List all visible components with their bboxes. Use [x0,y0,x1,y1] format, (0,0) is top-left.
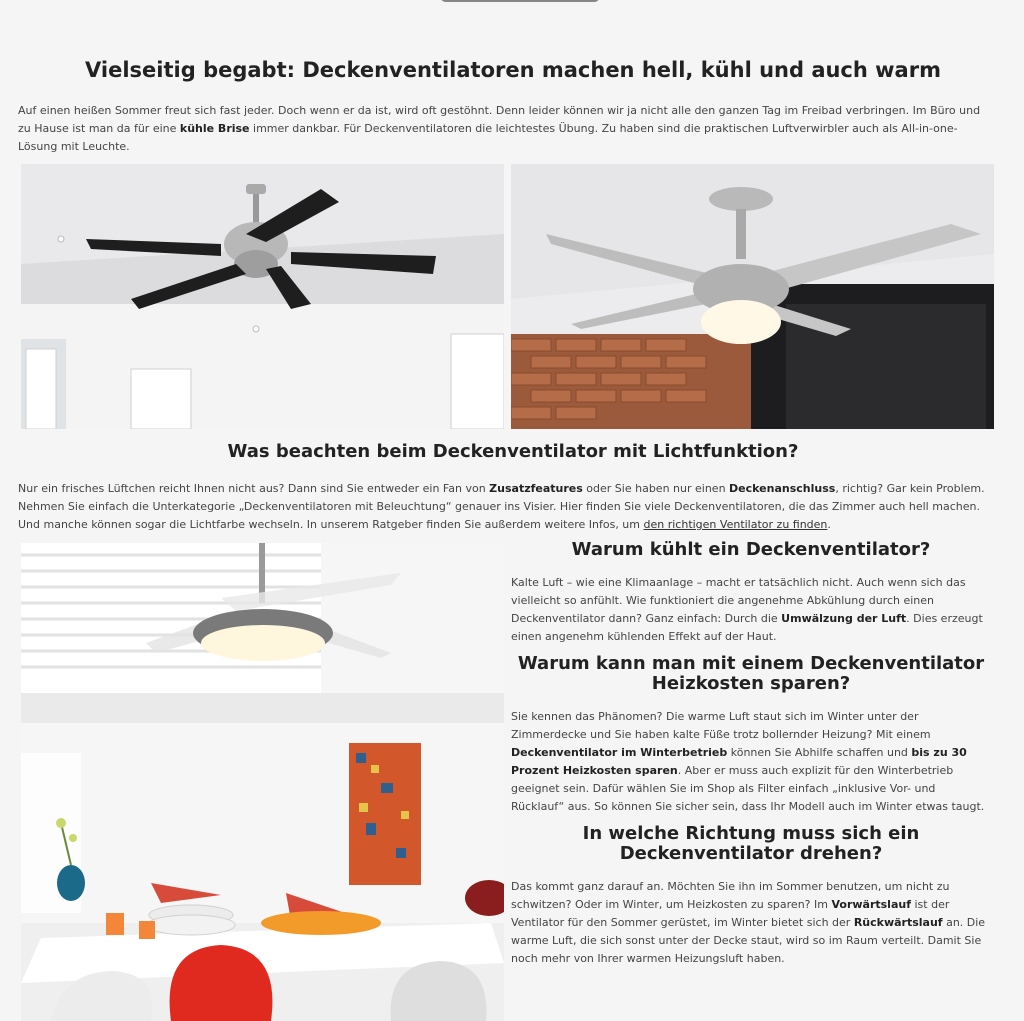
bold-text: kühle Brise [179,122,250,135]
rotation-direction-paragraph [511,878,991,968]
text-segment: . Dies erzeugt einen angenehm kühlenden Effekt auf der Haut. [511,612,983,643]
heating-costs-paragraph [511,708,991,816]
text-segment: Das kommt ganz darauf an. Möchten Sie ihn im Sommer benutzen, um nicht zu schwitzen? Oder im Winter, um Heizkosten zu sparen? Im [511,880,950,911]
ratgeber-link[interactable]: den richtigen Ventilator zu finden [643,518,828,531]
light-function-paragraph [18,480,993,534]
text-segment: Auf einen heißen Sommer freut sich fast jeder. Doch wenn er da ist, wird oft gestöhnt. Denn leider können wir ja nicht alle den ganzen Tag im Freibad verbringen. Im Büro und zu Hause ist man da für eine [18,104,981,135]
bold-text: Zusatzfeatures [489,482,583,495]
bold-text: Umwälzung der Luft [781,612,907,625]
text-segment: . [827,518,831,531]
text-segment: , richtig? Gar kein Problem. Nehmen Sie einfach die Unterkategorie „Deckenventilatoren mit Beleuchtung“ genauer ins Visier. Hier finden Sie viele Deckenventilatoren, die das Zimmer auch hell machen. Und manche können sogar die Lichtfarbe wechseln. In unserem Ratgeber finden Sie außerdem weitere Infos, um [18,482,985,531]
text-segment: Nur ein frisches Lüftchen reicht Ihnen nicht aus? Dann sind Sie entweder ein Fan von [18,482,490,495]
text-segment: . Aber er muss auch explizit für den Winterbetrieb geeignet sein. Dafür wählen Sie im Shop als Filter einfach „inklusive Vor- und Rücklauf“ aus. So können Sie sicher sein, dass Ihr Modell auch im Winter etwas taugt. [511,764,985,813]
why-cool-paragraph [511,574,991,646]
text-segment: ist der Ventilator für den Sommer gerüstet, im Winter bietet sich der [511,898,950,929]
section-title-why-cool: Warum kühlt ein Deckenventilator? [571,539,931,560]
section-title-versatile: Vielseitig begabt: Deckenventilatoren machen hell, kühl und auch warm [85,58,941,82]
intro-paragraph [18,102,993,156]
bold-text: Deckenanschluss [729,482,836,495]
text-segment: Kalte Luft – wie eine Klimaanlage – macht er tatsächlich nicht. Auch wenn sich das vielleicht so anfühlt. Wie funktioniert die angenehme Abkühlung durch einen Deckenventilator dann? Ganz einfach: Durch die [511,576,966,625]
text-segment: Sie kennen das Phänomen? Die warme Luft staut sich im Winter unter der Zimmerdecke und Sie haben kalte Füße trotz bollernder Heizung? Mit einem [511,710,931,741]
bold-text: Vorwärtslauf [831,898,911,911]
text-segment: an. Die warme Luft, die sich sonst unter der Decke staut, wird so im Raum verteilt. Damit Sie noch mehr von Ihrer warmen Heizungsluft haben. [511,916,986,965]
text-segment: immer dankbar. Für Deckenventilatoren die leichtestes Übung. Zu haben sind die praktischen Luftverwirbler auch als All-in-one-Lösung mit Leuchte. [18,122,958,153]
bold-text: bis zu 30 Prozent Heizkosten sparen [511,746,967,777]
section-title-light-function: Was beachten beim Deckenventilator mit Lichtfunktion? [227,441,799,462]
bold-text: Deckenventilator im Winterbetrieb [511,746,728,759]
section-title-heating-costs: Warum kann man mit einem Deckenventilator Heizkosten sparen? [517,653,985,694]
ceiling-fan-dark-blades-photo [21,164,504,429]
right-text-column [511,540,991,976]
bold-text: Rückwärtslauf [853,916,943,929]
text-segment: oder Sie haben nur einen [582,482,730,495]
text-segment: können Sie Abhilfe schaffen und [727,746,912,759]
top-cropped-element [440,0,600,2]
section-title-rotation-direction: In welche Richtung muss sich ein Deckenventilator drehen? [582,823,920,864]
ceiling-fan-with-light-photo [511,164,994,429]
ceiling-fan-dining-room-photo [21,543,504,1021]
